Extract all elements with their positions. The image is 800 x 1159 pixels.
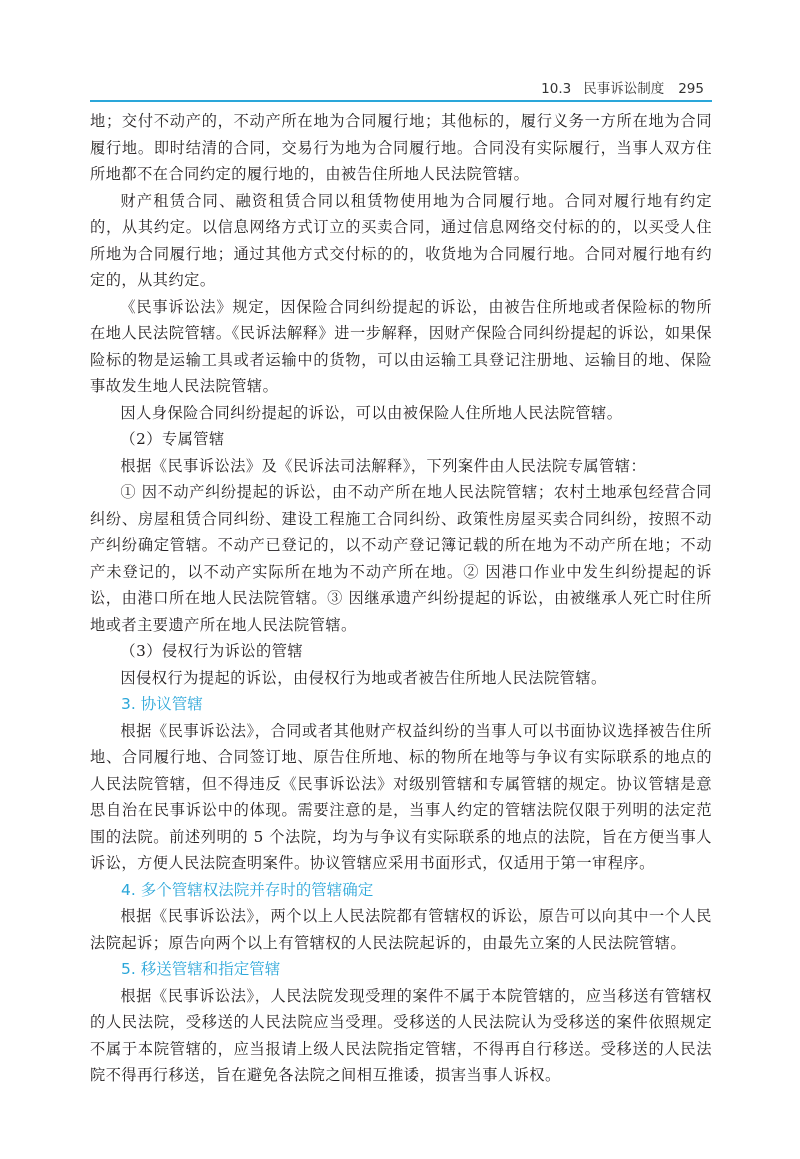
section-number: 10.3 — [541, 81, 572, 97]
paragraph: 财产租赁合同、融资租赁合同以租赁物使用地为合同履行地。合同对履行地有约定的，从其约定。以信息网络方式订立的买卖合同，通过信息网络交付标的的，以买受人住所地为合同履行地；通过其他方式交付标的的，收货地为合同履行地。合同对履行地有约定的，从其约定。 — [90, 191, 712, 289]
paragraph: 因人身保险合同纠纷提起的诉讼，可以由被保险人住所地人民法院管辖。 — [120, 403, 623, 422]
subheading-exclusive-jurisdiction: （2）专属管辖 — [120, 430, 225, 448]
paragraph: 因侵权行为提起的诉讼，由侵权行为地或者被告住所地人民法院管辖。 — [120, 668, 607, 687]
section-heading-transfer-designation: 5. 移送管辖和指定管辖 — [121, 960, 281, 978]
paragraph: 根据《民事诉讼法》，人民法院发现受理的案件不属于本院管辖的，应当移送有管辖权的人民法院，受移送的人民法院应当受理。受移送的人民法院认为受移送的案件依照规定不属于本院管辖的，应当报请上级人民法院指定管辖，不得再自行移送。受移送的人民法院不得再行移送，旨在避免各法院之间相互推诿，损害当事人诉权。 — [90, 986, 712, 1084]
paragraph: 根据《民事诉讼法》，合同或者其他财产权益纠纷的当事人可以书面协议选择被告住所地、合同履行地、合同签订地、原告住所地、标的物所在地等与争议有实际联系的地点的人民法院管辖，但不得违反《民事诉讼法》对级别管辖和专属管辖的规定。协议管辖是意思自治在民事诉讼中的体现。需要注意的是，当事人约定的管辖法院仅限于列明的法定范围的法院。前述列明的 5 个法院，均为与争议有实际联系的地点的法院，旨在方便当事人诉讼，方便人民法院查明案件。协议管辖应采用书面形式，仅适用于第一审程序。 — [90, 721, 712, 872]
paragraph: 《民事诉讼法》规定，因保险合同纠纷提起的诉讼，由被告住所地或者保险标的物所在地人民法院管辖。《民诉法解释》进一步解释，因财产保险合同纠纷提起的诉讼，如果保险标的物是运输工具或者运输中的货物，可以由运输工具登记注册地、运输目的地、保险事故发生地人民法院管辖。 — [90, 297, 712, 395]
running-header — [90, 72, 712, 102]
paragraph: 根据《民事诉讼法》及《民诉法司法解释》，下列案件由人民法院专属管辖： — [120, 456, 647, 475]
page-number: 295 — [678, 81, 704, 97]
section-heading-agreement-jurisdiction: 3. 协议管辖 — [121, 695, 203, 713]
header-text — [541, 77, 704, 97]
body-text — [90, 108, 712, 1089]
paragraph: 根据《民事诉讼法》，两个以上人民法院都有管辖权的诉讼，原告可以向其中一个人民法院起诉；原告向两个以上有管辖权的人民法院起诉的，由最先立案的人民法院管辖。 — [90, 907, 712, 952]
paragraph: ① 因不动产纠纷提起的诉讼，由不动产所在地人民法院管辖；农村土地承包经营合同纠纷、房屋租赁合同纠纷、建设工程施工合同纠纷、政策性房屋买卖合同纠纷，按照不动产纠纷确定管辖。不动产已登记的，以不动产登记簿记载的所在地为不动产所在地；不动产未登记的，以不动产实际所在地为不动产所在地。② 因港口作业中发生纠纷提起的诉讼，由港口所在地人民法院管辖。③ 因继承遗产纠纷提起的诉讼，由被继承人死亡时住所地或者主要遗产所在地人民法院管辖。 — [90, 483, 712, 634]
subheading-tort-jurisdiction: （3）侵权行为诉讼的管辖 — [120, 642, 304, 660]
chapter-title: 民事诉讼制度 — [583, 81, 665, 97]
section-heading-multiple-courts: 4. 多个管辖权法院并存时的管辖确定 — [121, 880, 374, 899]
paragraph: 地；交付不动产的，不动产所在地为合同履行地；其他标的，履行义务一方所在地为合同履行地。即时结清的合同，交易行为地为合同履行地。合同没有实际履行，当事人双方住所地都不在合同约定的履行地的，由被告住所地人民法院管辖。 — [90, 112, 712, 183]
